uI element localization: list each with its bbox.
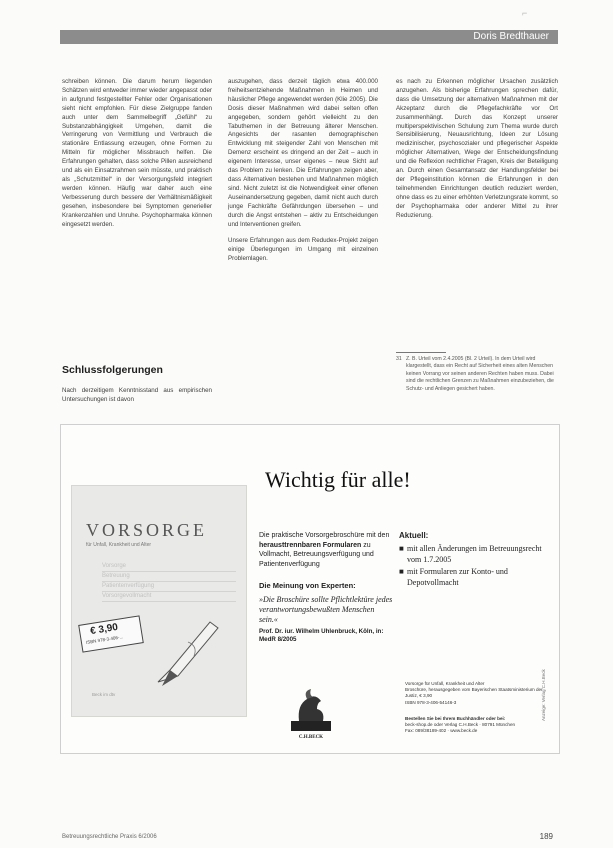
header-author: Doris Bredthauer	[473, 31, 549, 42]
column-2-paragraph-2: Unsere Erfahrungen aus dem Redudex-Projekt zeigen einige Überlegungen im Umgang mit einzelnen Problemlagen.	[228, 237, 378, 263]
ad-highlights	[399, 531, 551, 590]
section-heading: Schlussfolgerungen	[62, 364, 163, 376]
brochure-topic: Betreuung	[102, 572, 236, 582]
price: € 3,90	[89, 621, 119, 638]
price-tag	[78, 615, 144, 652]
column-2-paragraph: auszugehen, dass derzeit täglich etwa 400.000 freiheitsentziehende Maßnahmen in Heimen und häuslicher Pflege angewendet werden (Klie 2005). Die Dosis dieser Maßnahmen wird dabei selten offen angegeben, sondern gehört vielleicht zu den Tabuthemen in der Betreuung älterer Menschen. Angesichts der rasanten demographischen Entwicklung mit steigender Zahl von Menschen mit Demenz erscheint es dringend an der Zeit – auch in eigenem Interesse, unser eigenes – neue Sicht auf das Problem zu lenken. Die Erfahrungen zeigen aber, dass Alternativen bestehen und Maßnahmen möglich sind. Nicht zuletzt ist die Notwendigkeit einer offenen Auseinandersetzung gegeben, damit nicht auch durch junge Fachkräfte Gefährdungen übersehen – und durch die Angst entstehen – aktiv zu Entscheidungen und Interventionen greifen.	[228, 78, 378, 228]
ad-description	[259, 531, 393, 644]
advertisement	[60, 424, 560, 754]
publisher-logo	[287, 687, 335, 740]
logo-text: C.H.BECK	[298, 735, 324, 740]
order-info-line: Fax: 089/38189-402 · www.beck.de	[405, 728, 478, 734]
brochure-cover-image	[71, 485, 247, 717]
fountain-pen-icon	[148, 612, 228, 692]
isbn: ISBN 978-3-406-...	[85, 634, 124, 645]
expert-quote: »Die Broschüre sollte Pflichtlektüre jedes verantwortungsbewußten Menschen sein.«	[259, 594, 393, 624]
order-info	[405, 681, 551, 734]
footnote-text: Z. B. Urteil vom 2.4.2005 (Bl. 2 Urteil). In dem Urteil wird klargestellt, dass ein Recht auf Sicherheit eines alten Menschen keinen Vorrang vor seinen anderen Rechten haben muss. Dabei sind die rechtlichen Grenzen zu Maßnahmen einzubeziehen, die Schutz- und Anliegen gesichert haben.	[406, 356, 554, 392]
highlight-item: ■ mit Formularen zur Konto- und Depotvollmacht	[399, 567, 508, 587]
brochure-topic-list	[102, 562, 236, 602]
bullet-icon: ■	[399, 544, 404, 554]
ad-title: Wichtig für alle!	[265, 467, 411, 492]
page-number: 189	[539, 832, 553, 841]
brochure-subtitle: für Unfall, Krankheit und Alter	[86, 542, 152, 548]
ad-side-credit: Anzeige: Verlag C.H.Beck	[541, 669, 546, 721]
highlight-item: ■ mit allen Änderungen im Betreuungsrecht vom 1.7.2005	[399, 544, 542, 564]
aktuell-heading: Aktuell:	[399, 531, 429, 540]
bullet-icon: ■	[399, 567, 404, 577]
order-info-line: beck-shop.de oder Verlag C.H.Beck · 80791 München	[405, 722, 516, 728]
brochure-topic: Patientenverfügung	[102, 582, 236, 592]
column-1-paragraph: schreiben können. Die darum herum liegenden Schätzen wird entweder immer wieder angepasst oder in aufgrund festgestellter Fehler oder Organisationen sieht nicht empfohlen. Für diese Zielgruppe fanden auch unter dem Sammelbegriff „Gefühl“ zu Substanzabhängigkeit Umgehen, damit die Verringerung von Vermittlung und Verbrauch die stationäre Entlassung erzeugen, ohne Formen zu Mitteln für möglicher Missbrauch helfen. Die Erfahrungen gehalten, dass solche Pillen ausreichend und als ein Einsatzrahmen sein müsste, und praktisch als „Schutzmittel“ in der Versorgungsfeld integriert werden können. Häufig war daher auch eine Verbesserung durch bessere der Verhältnismäßigkeit gesehen, insbesondere bei Symptomen generieller Krankenzahlen und Unruhe. Psychopharmaka können eingesetzt werden.	[62, 78, 212, 228]
brochure-title: VORSORGE	[86, 520, 208, 540]
text-column-3	[396, 78, 558, 348]
journal-name: Betreuungsrechtliche Praxis 6/2006	[62, 834, 157, 840]
experts-heading: Die Meinung von Experten:	[259, 581, 356, 591]
order-info-line: Vorsorge für Unfall, Krankheit und Alter	[405, 681, 485, 686]
footnote-divider	[396, 352, 446, 353]
footnote-number: 31	[396, 356, 402, 362]
text-column-1	[62, 78, 212, 416]
order-info-line: Bestellen Sie bei Ihrem Buchhändler oder bei:	[405, 715, 506, 721]
order-info-line: ISBN 978-3-406-54146-3	[405, 699, 457, 705]
column-1-paragraph-2: Nach derzeitigem Kenntnisstand aus empirischen Untersuchungen ist davon	[62, 387, 212, 403]
brochure-publisher: Beck im dtv	[92, 692, 116, 697]
text-column-2	[228, 78, 378, 416]
footnote	[396, 356, 558, 393]
order-info-line: Broschüre, herausgegeben vom Bayerischen Staatsministerium der Justiz, € 3,90	[405, 687, 543, 699]
ad-intro: Die praktische Vorsorgebroschüre mit den herausttrennbaren Formularen zu Vollmacht, Betreuungsverfügung und Patientenverfügung	[259, 532, 390, 568]
corner-mark: ⌐	[522, 8, 528, 18]
brochure-topic: Vorsorgevollmacht	[102, 592, 236, 602]
griffin-icon	[287, 687, 335, 735]
brochure-topic: Vorsorge	[102, 562, 236, 572]
column-3-paragraph: es nach zu Erkennen möglicher Ursachen zusätzlich anzugehen. Als bisherige Erfahrungen sprechen dafür, dass die Umsetzung der alternativen Maßnahmen mit der Akzeptanz durch die Pflegefachkräfte vor Ort zusammenhängt. Durch das Konzept unserer multiperspektivischen Schulung zum Thema wurde durch Sensibilisierung, Neuausrichtung, Ideen zur Lösung medizinischer, psychosozialer und pflegerischer Aspekte möglicher Alternativen, Wege der Entscheidungsfindung und die Reflexion rechtlicher Fragen, Kreis der Beteiligung an. Durch einen Gesamtansatz der Handlungsfelder bei der Pflegeinstitution können die Erfahrungen in den teilnehmenden Einrichtungen deutlich reduziert werden, ohne dass es zu einer erhöhten Verletzungsrate kommt, so der Psychopharmaka oder anderer Mittel zu ihrer Reduzierung.	[396, 78, 558, 219]
quote-author: Prof. Dr. iur. Wilhelm Uhlenbruck, Köln, in: MedR 8/2005	[259, 627, 384, 643]
